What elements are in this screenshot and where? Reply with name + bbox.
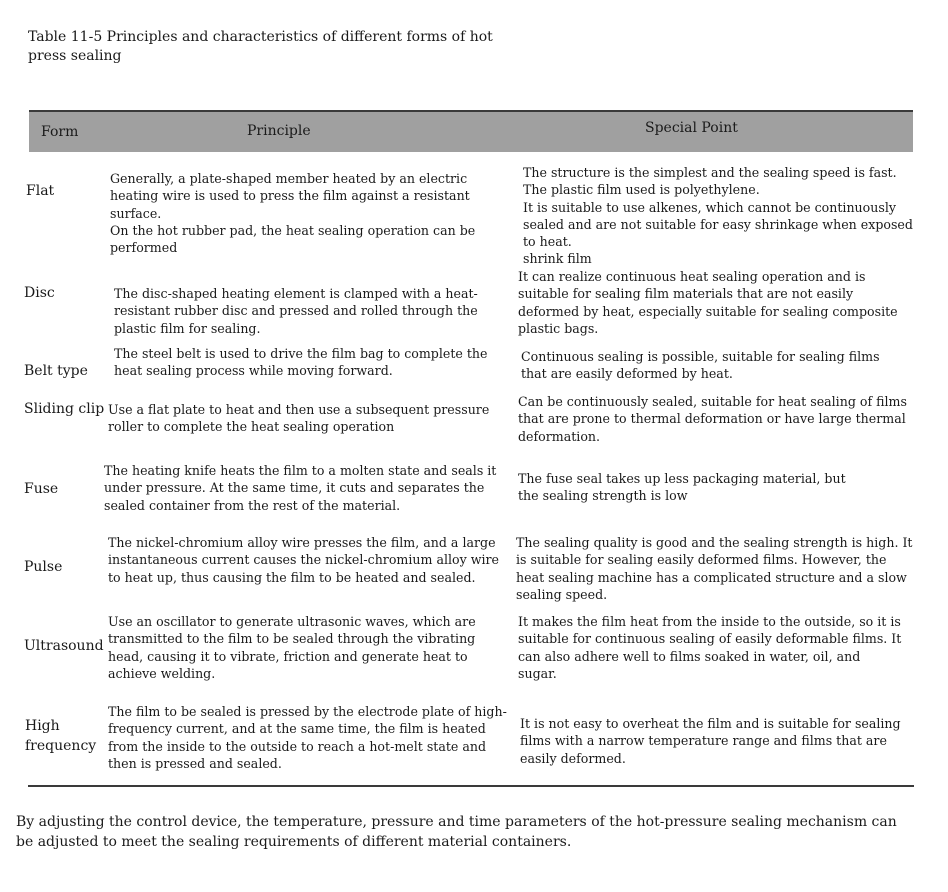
row-principle-flat: Generally, a plate-shaped member heated by an electric heating wire is used to press the film against a resistant surface. On the hot rubber pad, the heat sealing operation can be performed (110, 171, 476, 256)
row-principle-high-frequency: The film to be sealed is pressed by the electrode plate of high-frequency current, and at the same time, the film is heated from the inside to the outside to reach a hot-melt state and then is pressed and sealed. (108, 704, 507, 771)
row-special-ultrasound: It makes the film heat from the inside to the outside, so it is suitable for continuous sealing of easily deformable films. It can also adhere well to films soaked in water, oil, and sugar. (518, 614, 902, 681)
row-form-fuse: Fuse (24, 481, 59, 497)
row-special-flat: The structure is the simplest and the sealing speed is fast. The plastic film used is polyethylene. It is suitable to use alkenes, which cannot be continuously sealed and are not suitable for easy shrinkage when exposed to heat. shrink film (523, 165, 913, 267)
row-principle-disc: The disc-shaped heating element is clamped with a heat-resistant rubber disc and pressed and rolled through the plastic film for sealing. (114, 286, 478, 336)
row-form-disc: Disc (24, 285, 55, 301)
header-form: Form (41, 124, 79, 140)
row-principle-belt-type: The steel belt is used to drive the film bag to complete the heat sealing process while moving forward. (114, 346, 488, 379)
row-special-sliding-clip: Can be continuously sealed, suitable for heat sealing of films that are prone to thermal deformation or have large thermal deformation. (518, 394, 907, 444)
row-principle-sliding-clip: Use a flat plate to heat and then use a subsequent pressure roller to complete the heat sealing operation (108, 402, 490, 435)
row-special-belt-type: Continuous sealing is possible, suitable for sealing films that are easily deformed by heat. (521, 349, 880, 382)
row-principle-fuse: The heating knife heats the film to a molten state and seals it under pressure. At the same time, it cuts and separates the sealed container from the rest of the material. (104, 463, 497, 513)
row-principle-ultrasound: Use an oscillator to generate ultrasonic waves, which are transmitted to the film to be sealed through the vibrating head, causing it to vibrate, friction and generate heat to achieve welding. (108, 614, 476, 681)
header-special-point: Special Point (645, 120, 738, 136)
footer-paragraph: By adjusting the control device, the temperature, pressure and time parameters of the hot-pressure sealing mechanism can be adjusted to meet the sealing requirements of different material containers. (16, 814, 897, 850)
row-form-sliding-clip: Sliding clip (24, 401, 105, 417)
row-special-high-frequency: It is not easy to overheat the film and is suitable for sealing films with a narrow temperature range and films that are easily deformed. (520, 716, 901, 766)
table-bottom-rule (28, 785, 914, 787)
row-special-pulse: The sealing quality is good and the sealing strength is high. It is suitable for sealing easily deformed films. However, the heat sealing machine has a complicated structure and a slow sealing speed. (516, 535, 913, 602)
table-caption: Table 11-5 Principles and characteristics of different forms of hot press sealing (28, 29, 493, 64)
row-form-high-frequency: High frequency (25, 718, 97, 754)
row-special-fuse: The fuse seal takes up less packaging material, but the sealing strength is low (518, 471, 846, 504)
row-form-flat: Flat (26, 183, 55, 199)
header-principle: Principle (247, 123, 311, 139)
row-form-belt-type: Belt type (24, 363, 88, 379)
table-header (29, 110, 913, 152)
row-form-ultrasound: Ultrasound (24, 638, 104, 654)
row-form-pulse: Pulse (24, 559, 63, 575)
row-principle-pulse: The nickel-chromium alloy wire presses the film, and a large instantaneous current causes the nickel-chromium alloy wire to heat up, thus causing the film to be heated and sealed. (108, 535, 499, 585)
row-special-disc: It can realize continuous heat sealing operation and is suitable for sealing film materials that are not easily deformed by heat, especially suitable for sealing composite plastic bags. (518, 269, 898, 336)
